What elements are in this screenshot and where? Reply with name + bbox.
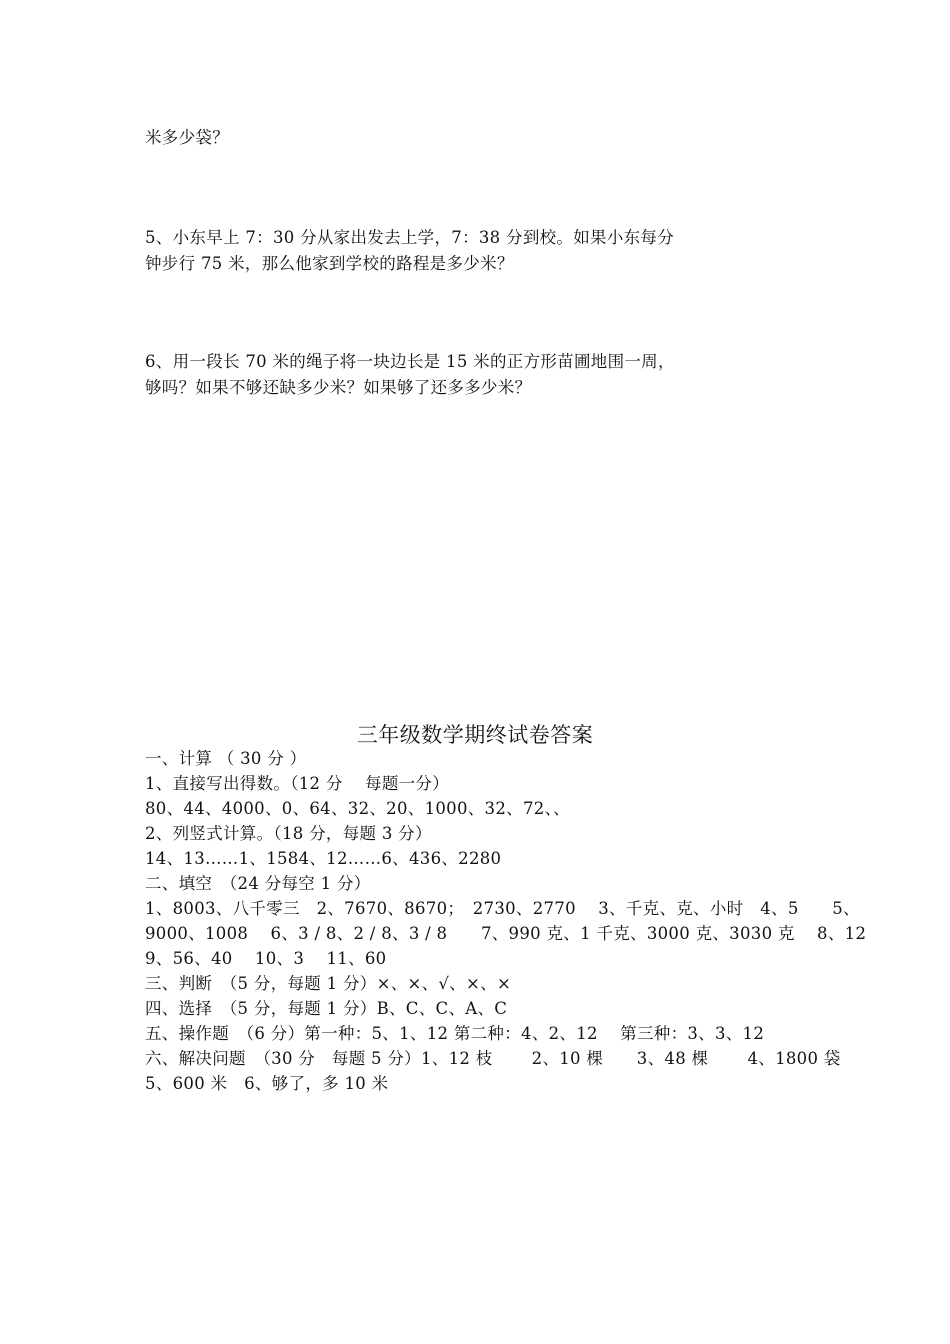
answer-line: 1、8003、八千零三 2、7670、8670； 2730、2770 3、千克、克、小时 4、5 5、 [145,899,860,918]
answer-line: 14、13……1、1584、12……6、436、2280 [145,849,502,868]
answer-line: 六、解决问题 （30 分 每题 5 分）1、12 枝 2、10 棵 3、48 棵 4、1800 袋 [145,1049,841,1068]
answer-line: 9、56、40 10、3 11、60 [145,949,387,968]
question-5-line-1: 5、小东早上 7：30 分从家出发去上学，7：38 分到校。如果小东每分 [145,228,675,247]
answer-line: 三、判断 （5 分，每题 1 分）×、×、√、×、× [145,974,512,993]
answer-key-title: 三年级数学期终试卷答案 [356,723,594,747]
question-6-line-1: 6、用一段长 70 米的绳子将一块边长是 15 米的正方形苗圃地围一周， [145,352,675,371]
answer-line: 1、直接写出得数。（12 分 每题一分） [145,774,450,793]
answer-line: 四、选择 （5 分，每题 1 分）B、C、C、A、C [145,999,508,1018]
answer-line: 五、操作题 （6 分）第一种：5、1、12 第二种：4、2、12 第三种：3、3、12 [145,1024,765,1043]
question-4-tail: 米多少袋？ [145,128,229,147]
answer-line: 二、填空 （24 分每空 1 分） [145,874,371,893]
question-6-line-2: 够吗？如果不够还缺多少米？如果够了还多多少米？ [145,378,532,397]
answer-line: 一、计算 （ 30 分 ） [145,749,307,768]
answer-line: 9000、1008 6、3 / 8、2 / 8、3 / 8 7、990 克、1 千克、3000 克、3030 克 8、12 [145,924,867,943]
answer-line: 5、600 米 6、够了，多 10 米 [145,1074,389,1093]
question-5-line-2: 钟步行 75 米，那么他家到学校的路程是多少米？ [145,254,514,273]
answer-line: 80、44、4000、0、64、32、20、1000、32、72、、 [145,799,570,818]
answer-line: 2、列竖式计算。（18 分，每题 3 分） [145,824,432,843]
